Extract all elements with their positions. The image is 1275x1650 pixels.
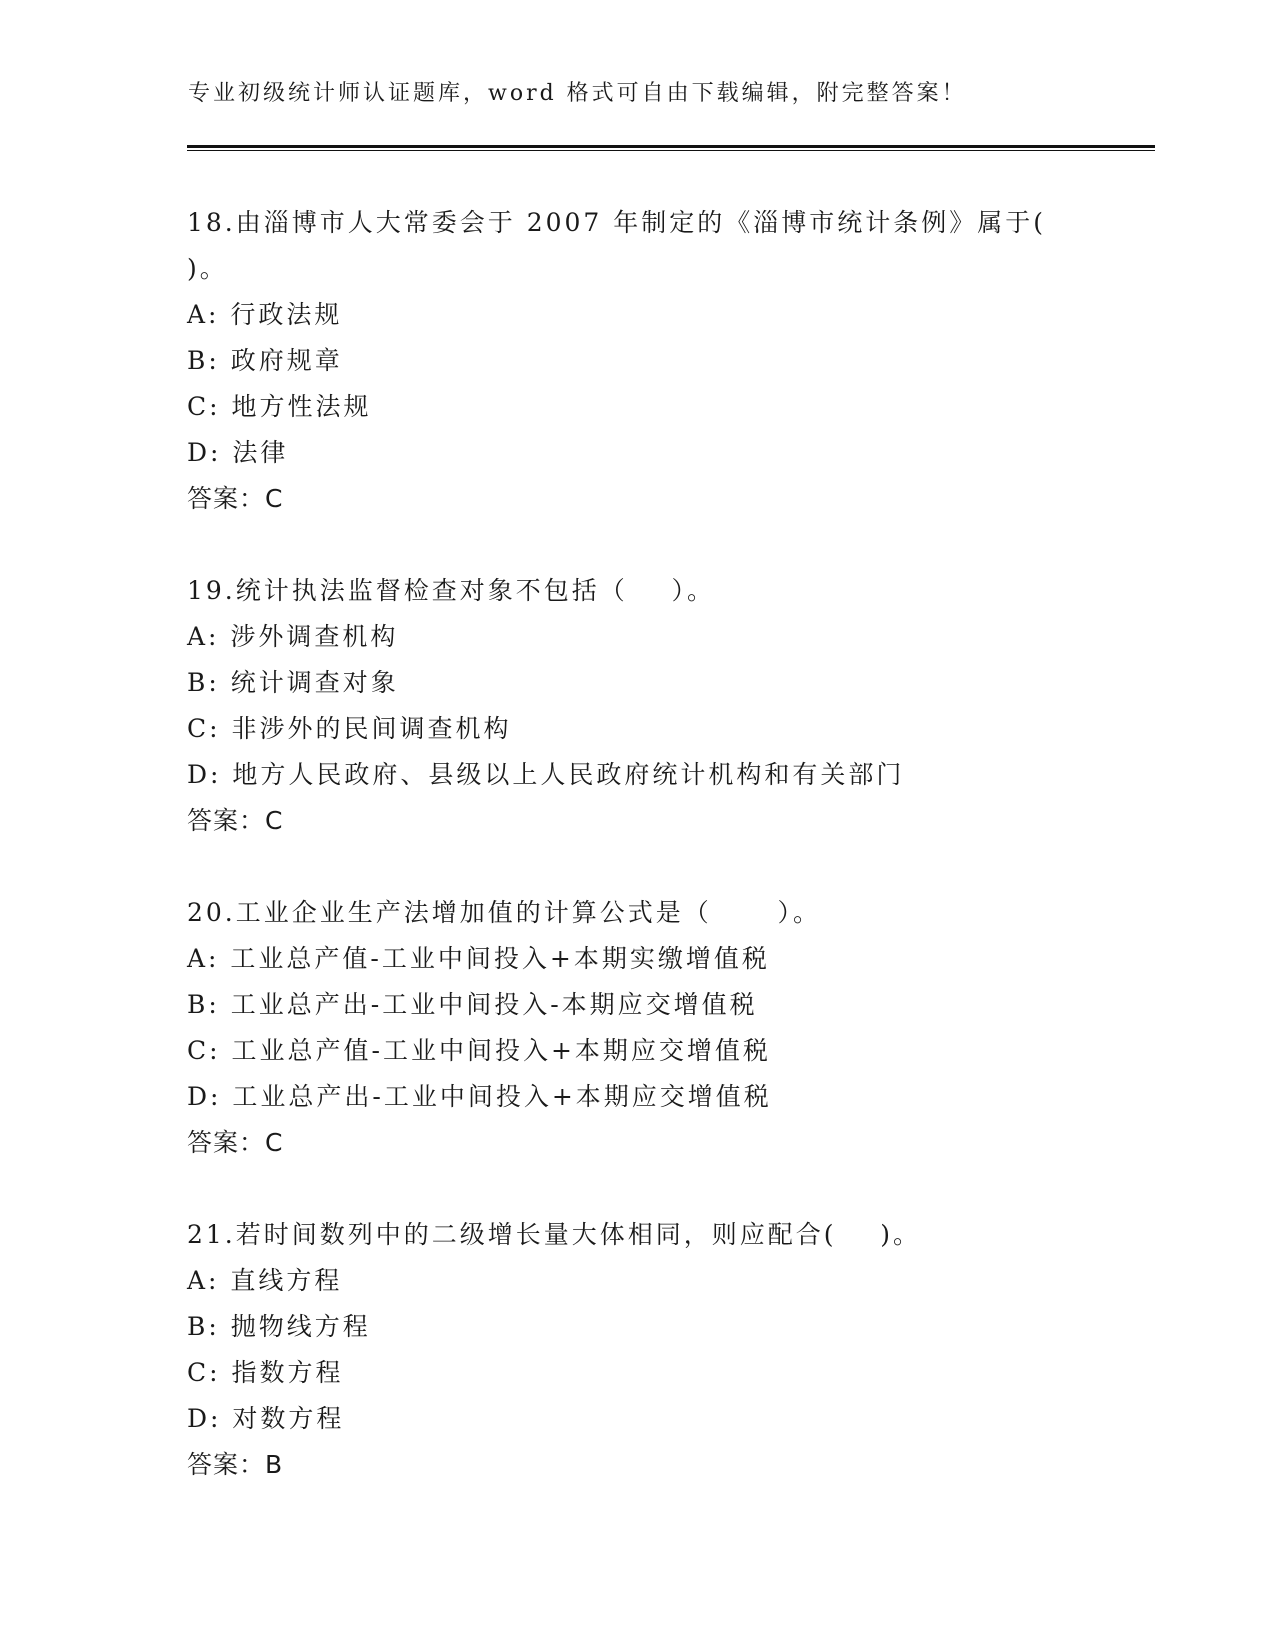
option-d: D: 对数方程 <box>187 1404 345 1433</box>
option-c: C: 工业总产值-工业中间投入+本期应交增值税 <box>187 1036 771 1065</box>
option-a: A: 直线方程 <box>187 1266 343 1295</box>
question-20 <box>187 890 1087 1166</box>
answer: 答案：B <box>187 1450 284 1479</box>
question-stem: 19.统计执法监督检查对象不包括（ ）。 <box>187 576 716 605</box>
option-d: D: 工业总产出-工业中间投入+本期应交增值税 <box>187 1082 772 1111</box>
answer: 答案：C <box>187 806 284 835</box>
question-stem-continued: )。 <box>187 254 228 283</box>
question-stem: 20.工业企业生产法增加值的计算公式是（ ）。 <box>187 898 821 927</box>
option-d: D: 法律 <box>187 438 289 467</box>
option-b: B: 统计调查对象 <box>187 668 399 697</box>
option-c: C: 地方性法规 <box>187 392 372 421</box>
question-stem: 18.由淄博市人大常委会于 2007 年制定的《淄博市统计条例》属于( <box>187 208 1047 237</box>
option-d: D: 地方人民政府、县级以上人民政府统计机构和有关部门 <box>187 760 905 789</box>
question-21 <box>187 1212 1087 1488</box>
option-c: C: 非涉外的民间调查机构 <box>187 714 512 743</box>
option-b: B: 抛物线方程 <box>187 1312 371 1341</box>
option-a: A: 涉外调查机构 <box>187 622 399 651</box>
option-b: B: 工业总产出-工业中间投入-本期应交增值税 <box>187 990 758 1019</box>
question-19 <box>187 568 1087 844</box>
option-a: A: 工业总产值-工业中间投入+本期实缴增值税 <box>187 944 770 973</box>
answer: 答案：C <box>187 484 284 513</box>
header-divider <box>187 145 1155 151</box>
question-18 <box>187 200 1087 522</box>
question-list <box>187 200 1087 1488</box>
option-c: C: 指数方程 <box>187 1358 344 1387</box>
option-a: A: 行政法规 <box>187 300 343 329</box>
page-header: 专业初级统计师认证题库，word 格式可自由下载编辑，附完整答案！ <box>188 81 967 106</box>
answer: 答案：C <box>187 1128 284 1157</box>
option-b: B: 政府规章 <box>187 346 343 375</box>
question-stem: 21.若时间数列中的二级增长量大体相同，则应配合( )。 <box>187 1220 922 1249</box>
